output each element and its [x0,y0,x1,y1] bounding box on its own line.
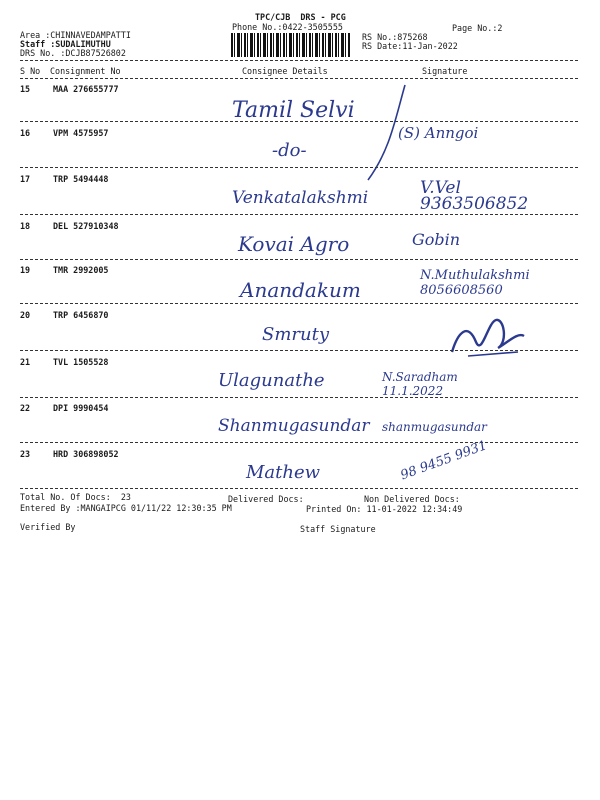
divider [20,78,578,79]
drs-number: DRS No. :DCJB87526802 [20,48,126,58]
consignee-handwriting: Tamil Selvi [232,98,355,123]
rs-number: RS No.:875268 [362,32,428,42]
consignee-handwriting: Kovai Agro [238,232,350,256]
signature-handwriting: N.Muthulakshmi 8056608560 [420,268,530,298]
verified-by: Verified By [20,522,76,532]
divider [20,121,578,122]
row-consignment: MAA 276655777 [53,84,119,94]
area-label: Area :CHINNAVEDAMPATTI [20,30,131,40]
delivered-docs: Delivered Docs: [228,494,304,504]
document-title: TPC/CJB DRS - PCG [255,12,346,22]
row-sno: 22 [20,403,31,413]
row-consignment: DEL 527910348 [53,221,119,231]
rs-date: RS Date:11-Jan-2022 [362,41,458,51]
consignee-handwriting: Mathew [246,462,321,483]
divider [20,60,578,61]
divider [20,303,578,304]
row-sno: 21 [20,357,31,367]
total-docs: Total No. Of Docs: 23 [20,492,131,502]
barcode [231,33,351,57]
consignee-handwriting: Shanmugasundar [218,416,370,436]
consignee-handwriting: Anandakum [240,278,361,302]
row-consignment: VPM 4575957 [53,128,109,138]
signature-handwriting: 98 9455 9931 [398,438,490,484]
printed-on: Printed On: 11-01-2022 12:34:49 [306,504,463,514]
row-consignment: HRD 306898052 [53,449,119,459]
phone-number: Phone No.:0422-3505555 [232,22,343,32]
signature-mark [448,312,528,362]
non-delivered-docs: Non Delivered Docs: [364,494,460,504]
signature-handwriting: V.Vel 9363506852 [420,178,529,214]
signature-handwriting: shanmugasundar [382,420,487,434]
consignee-handwriting: Venkatalakshmi [232,188,369,208]
divider [20,259,578,260]
divider [20,397,578,398]
staff-label: Staff :SUDALIMUTHU [20,39,111,49]
page-number: Page No.:2 [452,23,503,33]
consignee-handwriting: Smruty [262,324,329,345]
row-consignment: TVL 1505528 [53,357,109,367]
row-consignment: TRP 6456870 [53,310,109,320]
row-sno: 23 [20,449,31,459]
col-consignee: Consignee Details [242,66,328,76]
row-consignment: TRP 5494448 [53,174,109,184]
staff-signature: Staff Signature [300,524,376,534]
row-sno: 16 [20,128,31,138]
signature-handwriting: Gobin [412,230,461,249]
row-sno: 15 [20,84,31,94]
col-sno: S No [20,66,41,76]
row-consignment: DPI 9990454 [53,403,109,413]
col-consignment: Consignment No [50,66,121,76]
entered-by: Entered By :MANGAIPCG 01/11/22 12:30:35 PM [20,503,232,513]
row-sno: 19 [20,265,31,275]
row-sno: 17 [20,174,31,184]
row-consignment: TMR 2992005 [53,265,109,275]
divider [20,350,578,351]
signature-handwriting: N.Saradham 11.1.2022 [382,370,458,398]
divider [20,167,578,168]
row-sno: 18 [20,221,31,231]
signature-handwriting: (S) Anngoi [398,124,479,142]
divider [20,214,578,215]
consignee-handwriting: -do- [272,140,307,161]
signature-stroke [360,80,420,190]
row-sno: 20 [20,310,31,320]
col-signature: Signature [422,66,468,76]
consignee-handwriting: Ulagunathe [218,370,325,391]
divider [20,488,578,489]
